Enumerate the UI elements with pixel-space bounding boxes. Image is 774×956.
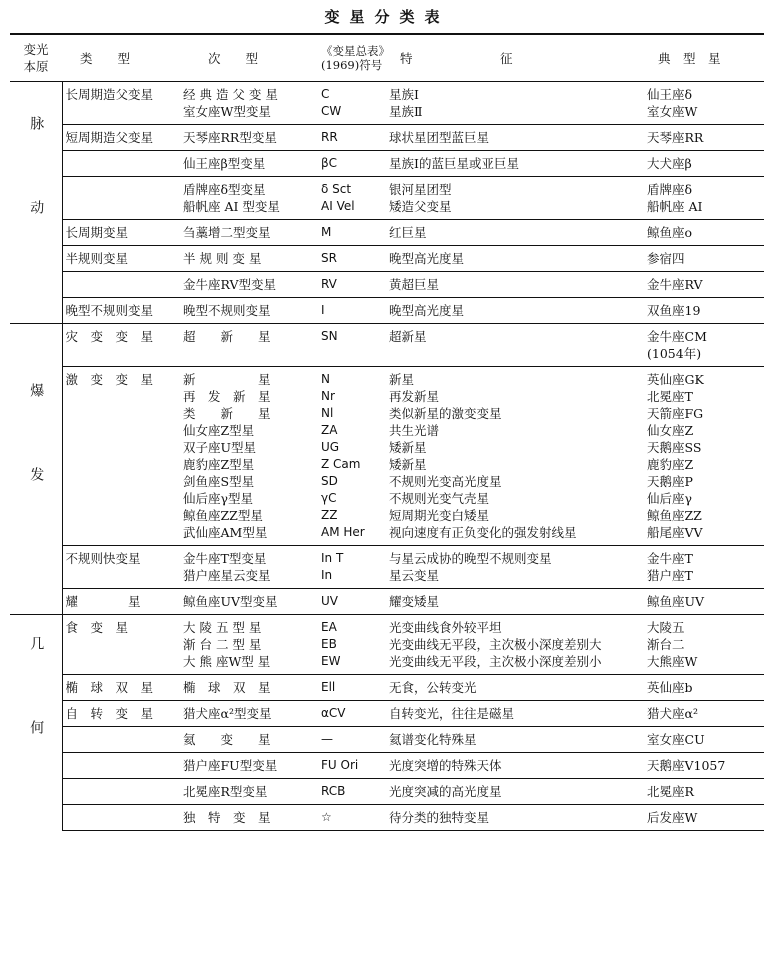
feature-cell xyxy=(386,805,644,831)
example-line: 天箭座FG xyxy=(647,406,704,421)
type-cell xyxy=(62,125,180,151)
example-line: 金牛座RV xyxy=(647,277,703,292)
symbol-line: EA xyxy=(321,620,337,634)
feature-line: 星云变星 xyxy=(389,568,440,583)
subtype-line: 剑鱼座S型星 xyxy=(183,474,255,489)
symbol-line: δ Sct xyxy=(321,182,352,196)
feature-cell xyxy=(386,675,644,701)
subtype-line: 武仙座AM型星 xyxy=(183,525,268,540)
header-example: 典 型 星 xyxy=(658,50,721,66)
symbol-line: UG xyxy=(321,440,340,454)
table-body xyxy=(10,82,764,831)
table-row xyxy=(10,779,764,805)
symbol-line: Nr xyxy=(321,389,335,403)
subtype-cell xyxy=(180,805,318,831)
example-cell xyxy=(644,82,764,125)
symbol-cell xyxy=(318,246,386,272)
symbol-line: SN xyxy=(321,329,338,343)
subtype-line: 晚型不规则变星 xyxy=(183,303,271,318)
example-line: (1054年) xyxy=(647,346,702,361)
symbol-cell xyxy=(318,589,386,615)
type-cell xyxy=(62,220,180,246)
origin-label: 爆发 xyxy=(10,324,62,615)
type-line: 耀 星 xyxy=(65,594,141,609)
feature-line: 不规则光变高光度星 xyxy=(389,474,502,489)
example-line: 天鹅座P xyxy=(647,474,693,489)
example-cell xyxy=(644,615,764,675)
feature-line: 短周期光变白矮星 xyxy=(389,508,490,523)
type-line: 不规则快变星 xyxy=(65,551,141,566)
example-line: 大陵五 xyxy=(647,620,685,635)
example-line: 英仙座GK xyxy=(647,372,704,387)
table-row xyxy=(10,753,764,779)
type-cell xyxy=(62,615,180,675)
example-cell xyxy=(644,246,764,272)
example-cell xyxy=(644,367,764,546)
header-feature: 特 征 xyxy=(400,50,513,66)
feature-line: 光变曲线食外较平坦 xyxy=(389,620,502,635)
subtype-line: 双子座U型星 xyxy=(183,440,257,455)
feature-cell xyxy=(386,125,644,151)
symbol-line: AI Vel xyxy=(321,199,355,213)
feature-line: 星族Ⅱ xyxy=(389,104,423,119)
feature-line: 银河星团型 xyxy=(389,182,452,197)
symbol-line: SR xyxy=(321,251,337,265)
subtype-line: 独 特 变 星 xyxy=(183,810,271,825)
type-cell xyxy=(62,753,180,779)
example-line: 渐台二 xyxy=(647,637,685,652)
example-line: 金牛座T xyxy=(647,551,693,566)
example-line: 北冕座R xyxy=(647,784,694,799)
type-line: 长周期造父变星 xyxy=(65,87,154,102)
symbol-cell xyxy=(318,177,386,220)
example-cell xyxy=(644,589,764,615)
type-line: 椭 球 双 星 xyxy=(65,680,154,695)
feature-line: 新星 xyxy=(389,372,415,387)
feature-line: 晚型高光度星 xyxy=(389,251,465,266)
table-row xyxy=(10,589,764,615)
feature-line: 光度突减的高光度星 xyxy=(389,784,502,799)
symbol-line: Ell xyxy=(321,680,336,694)
example-line: 船尾座VV xyxy=(647,525,703,540)
example-line: 北冕座T xyxy=(647,389,693,404)
example-cell xyxy=(644,151,764,177)
symbol-cell xyxy=(318,546,386,589)
feature-line: 与星云成协的晚型不规则变星 xyxy=(389,551,552,566)
symbol-line: I xyxy=(321,303,325,317)
symbol-cell xyxy=(318,779,386,805)
table-row xyxy=(10,367,764,546)
example-line: 猎户座T xyxy=(647,568,693,583)
example-line: 金牛座CM xyxy=(647,329,707,344)
type-cell xyxy=(62,82,180,125)
example-cell xyxy=(644,272,764,298)
header-symbol: 《变星总表》 (1969)符号 xyxy=(321,44,390,72)
table-row xyxy=(10,177,764,220)
type-cell xyxy=(62,675,180,701)
table-row xyxy=(10,805,764,831)
feature-line: 超新星 xyxy=(389,329,427,344)
example-line: 室女座W xyxy=(647,104,698,119)
feature-line: 矮新星 xyxy=(389,457,427,472)
type-cell xyxy=(62,298,180,324)
feature-line: 星族Ⅰ xyxy=(389,87,419,102)
feature-line: 红巨星 xyxy=(389,225,427,240)
feature-line: 共生光谱 xyxy=(389,423,440,438)
feature-line: 黄超巨星 xyxy=(389,277,440,292)
symbol-cell xyxy=(318,82,386,125)
symbol-line: ZZ xyxy=(321,508,338,522)
page-title: 变星分类表 xyxy=(324,8,450,26)
feature-line: 矮造父变星 xyxy=(389,199,452,214)
feature-line: 光变曲线无平段，主次极小深度差别小 xyxy=(389,654,602,669)
subtype-cell xyxy=(180,272,318,298)
subtype-line: 船帆座 AI 型变星 xyxy=(183,199,280,214)
subtype-line: 仙女座Z型星 xyxy=(183,423,255,438)
example-cell xyxy=(644,546,764,589)
feature-line: 星族Ⅰ的蓝巨星或亚巨星 xyxy=(389,156,519,171)
subtype-cell xyxy=(180,589,318,615)
symbol-line: RCB xyxy=(321,784,346,798)
subtype-line: 金牛座T型变星 xyxy=(183,551,267,566)
example-cell xyxy=(644,805,764,831)
example-cell xyxy=(644,177,764,220)
subtype-cell xyxy=(180,701,318,727)
feature-cell xyxy=(386,324,644,367)
subtype-cell xyxy=(180,675,318,701)
example-cell xyxy=(644,220,764,246)
type-line: 激 变 变 星 xyxy=(65,372,154,387)
feature-cell xyxy=(386,298,644,324)
symbol-line: αCV xyxy=(321,706,346,720)
symbol-line: — xyxy=(321,732,333,746)
feature-cell xyxy=(386,220,644,246)
symbol-line: RR xyxy=(321,130,338,144)
feature-line: 视向速度有正负变化的强发射线星 xyxy=(389,525,577,540)
feature-cell xyxy=(386,151,644,177)
example-cell xyxy=(644,727,764,753)
feature-cell xyxy=(386,82,644,125)
subtype-line: 猎户座星云变星 xyxy=(183,568,271,583)
subtype-line: 鲸鱼座UV型变星 xyxy=(183,594,278,609)
example-line: 猎犬座α² xyxy=(647,706,698,721)
feature-cell xyxy=(386,177,644,220)
type-line: 灾 变 变 星 xyxy=(65,329,154,344)
example-line: 双鱼座19 xyxy=(647,303,701,318)
symbol-line: N xyxy=(321,372,330,386)
symbol-line: ☆ xyxy=(321,810,332,824)
table-row xyxy=(10,82,764,125)
subtype-cell xyxy=(180,220,318,246)
symbol-line: RV xyxy=(321,277,337,291)
symbol-cell xyxy=(318,125,386,151)
symbol-line: UV xyxy=(321,594,338,608)
symbol-cell xyxy=(318,753,386,779)
symbol-cell xyxy=(318,701,386,727)
type-cell xyxy=(62,805,180,831)
example-line: 鹿豹座Z xyxy=(647,457,694,472)
symbol-cell xyxy=(318,805,386,831)
subtype-line: 鹿豹座Z型星 xyxy=(183,457,255,472)
subtype-line: 猎犬座α²型变星 xyxy=(183,706,272,721)
subtype-line: 仙后座γ型星 xyxy=(183,491,253,506)
symbol-line: EW xyxy=(321,654,341,668)
subtype-line: 大 熊 座W型 星 xyxy=(183,654,271,669)
symbol-cell xyxy=(318,727,386,753)
example-line: 天鹅座SS xyxy=(647,440,702,455)
example-line: 仙王座δ xyxy=(647,87,693,102)
subtype-line: 类 新 星 xyxy=(183,406,271,421)
symbol-line: M xyxy=(321,225,332,239)
subtype-cell xyxy=(180,367,318,546)
symbol-line: In T xyxy=(321,551,344,565)
example-line: 鲸鱼座UV xyxy=(647,594,705,609)
feature-line: 耀变矮星 xyxy=(389,594,440,609)
symbol-line: Nl xyxy=(321,406,334,420)
subtype-line: 再 发 新 星 xyxy=(183,389,271,404)
table-row xyxy=(10,727,764,753)
feature-line: 矮新星 xyxy=(389,440,427,455)
symbol-cell xyxy=(318,324,386,367)
feature-line: 再发新星 xyxy=(389,389,440,404)
type-line: 长周期变星 xyxy=(65,225,129,240)
feature-cell xyxy=(386,701,644,727)
example-cell xyxy=(644,701,764,727)
type-cell xyxy=(62,367,180,546)
table-row xyxy=(10,675,764,701)
table-row xyxy=(10,246,764,272)
type-cell xyxy=(62,546,180,589)
example-line: 天琴座RR xyxy=(647,130,704,145)
example-line: 大犬座β xyxy=(647,156,692,171)
example-line: 船帆座 AI xyxy=(647,199,703,214)
symbol-cell xyxy=(318,220,386,246)
subtype-cell xyxy=(180,82,318,125)
table-row xyxy=(10,615,764,675)
feature-line: 无食，公转变光 xyxy=(389,680,477,695)
example-cell xyxy=(644,753,764,779)
type-line: 食 变 星 xyxy=(65,620,129,635)
subtype-cell xyxy=(180,125,318,151)
feature-cell xyxy=(386,753,644,779)
feature-cell xyxy=(386,727,644,753)
subtype-line: 氦 变 星 xyxy=(183,732,271,747)
header-subtype: 次 型 xyxy=(208,50,259,66)
example-line: 鲸鱼座ο xyxy=(647,225,693,240)
symbol-cell xyxy=(318,151,386,177)
feature-line: 氦谱变化特殊星 xyxy=(389,732,477,747)
example-cell xyxy=(644,125,764,151)
example-line: 仙后座γ xyxy=(647,491,692,506)
feature-cell xyxy=(386,779,644,805)
type-cell xyxy=(62,589,180,615)
symbol-line: AM Her xyxy=(321,525,365,539)
subtype-line: 猎户座FU型变星 xyxy=(183,758,278,773)
feature-line: 光变曲线无平段，主次极小深度差别大 xyxy=(389,637,602,652)
type-cell xyxy=(62,779,180,805)
symbol-line: C xyxy=(321,87,330,101)
symbol-line: In xyxy=(321,568,333,582)
origin-label: 几何 xyxy=(10,615,62,831)
variable-star-table xyxy=(10,33,764,831)
subtype-line: 椭 球 双 星 xyxy=(183,680,271,695)
symbol-cell xyxy=(318,272,386,298)
subtype-line: 渐 台 二 型 星 xyxy=(183,637,262,652)
symbol-line: ZA xyxy=(321,423,338,437)
example-line: 室女座CU xyxy=(647,732,705,747)
example-line: 大熊座W xyxy=(647,654,698,669)
subtype-cell xyxy=(180,546,318,589)
feature-cell xyxy=(386,589,644,615)
subtype-line: 金牛座RV型变星 xyxy=(183,277,276,292)
type-line: 自 转 变 星 xyxy=(65,706,154,721)
subtype-line: 新 星 xyxy=(183,372,271,387)
type-cell xyxy=(62,151,180,177)
table-row xyxy=(10,324,764,367)
feature-cell xyxy=(386,246,644,272)
subtype-line: 半 规 则 变 星 xyxy=(183,251,262,266)
origin-label: 脉动 xyxy=(10,82,62,324)
type-cell xyxy=(62,272,180,298)
type-cell xyxy=(62,727,180,753)
feature-cell xyxy=(386,367,644,546)
feature-line: 类似新星的激变变星 xyxy=(389,406,502,421)
subtype-line: 大 陵 五 型 星 xyxy=(183,620,262,635)
subtype-line: 室女座W型变星 xyxy=(183,104,271,119)
example-line: 仙女座Z xyxy=(647,423,694,438)
header-type: 类 型 xyxy=(80,50,131,66)
subtype-line: 刍藁增二型变星 xyxy=(183,225,271,240)
example-line: 天鹅座V1057 xyxy=(647,758,726,773)
subtype-line: 鲸鱼座ZZ型星 xyxy=(183,508,263,523)
example-cell xyxy=(644,298,764,324)
type-line: 晚型不规则变星 xyxy=(65,303,154,318)
feature-line: 待分类的独特变星 xyxy=(389,810,490,825)
subtype-line: 北冕座R型变星 xyxy=(183,784,268,799)
table-row xyxy=(10,125,764,151)
example-line: 参宿四 xyxy=(647,251,685,266)
subtype-cell xyxy=(180,727,318,753)
symbol-cell xyxy=(318,298,386,324)
feature-line: 光度突增的特殊天体 xyxy=(389,758,502,773)
feature-line: 不规则光变气壳星 xyxy=(389,491,490,506)
type-cell xyxy=(62,701,180,727)
feature-cell xyxy=(386,272,644,298)
subtype-line: 盾牌座δ型变星 xyxy=(183,182,266,197)
table-row xyxy=(10,151,764,177)
symbol-cell xyxy=(318,675,386,701)
table-row xyxy=(10,298,764,324)
symbol-line: CW xyxy=(321,104,342,118)
symbol-line: FU Ori xyxy=(321,758,359,772)
example-cell xyxy=(644,324,764,367)
feature-cell xyxy=(386,615,644,675)
feature-line: 球状星团型蓝巨星 xyxy=(389,130,490,145)
example-cell xyxy=(644,675,764,701)
symbol-line: βC xyxy=(321,156,338,170)
symbol-line: Z Cam xyxy=(321,457,361,471)
example-line: 后发座W xyxy=(647,810,698,825)
subtype-cell xyxy=(180,151,318,177)
subtype-line: 经 典 造 父 变 星 xyxy=(183,87,278,102)
symbol-line: SD xyxy=(321,474,338,488)
table-row xyxy=(10,220,764,246)
example-cell xyxy=(644,779,764,805)
symbol-cell xyxy=(318,615,386,675)
subtype-cell xyxy=(180,753,318,779)
header-row xyxy=(10,34,764,82)
feature-cell xyxy=(386,546,644,589)
symbol-line: EB xyxy=(321,637,337,651)
type-cell xyxy=(62,246,180,272)
type-cell xyxy=(62,324,180,367)
table-row xyxy=(10,701,764,727)
symbol-cell xyxy=(318,367,386,546)
subtype-cell xyxy=(180,615,318,675)
subtype-cell xyxy=(180,324,318,367)
example-line: 盾牌座δ xyxy=(647,182,693,197)
example-line: 英仙座b xyxy=(647,680,693,695)
subtype-line: 仙王座β型变星 xyxy=(183,156,266,171)
table-row xyxy=(10,546,764,589)
subtype-cell xyxy=(180,177,318,220)
symbol-line: γC xyxy=(321,491,337,505)
type-line: 短周期造父变星 xyxy=(65,130,154,145)
feature-line: 自转变光，往往是磁星 xyxy=(389,706,515,721)
example-line: 鲸鱼座ZZ xyxy=(647,508,702,523)
table-row xyxy=(10,272,764,298)
header-origin: 变光 本原 xyxy=(23,42,49,74)
type-cell xyxy=(62,177,180,220)
subtype-line: 超 新 星 xyxy=(183,329,271,344)
subtype-cell xyxy=(180,246,318,272)
type-line: 半规则变星 xyxy=(65,251,129,266)
subtype-line: 天琴座RR型变星 xyxy=(183,130,277,145)
subtype-cell xyxy=(180,779,318,805)
subtype-cell xyxy=(180,298,318,324)
feature-line: 晚型高光度星 xyxy=(389,303,465,318)
